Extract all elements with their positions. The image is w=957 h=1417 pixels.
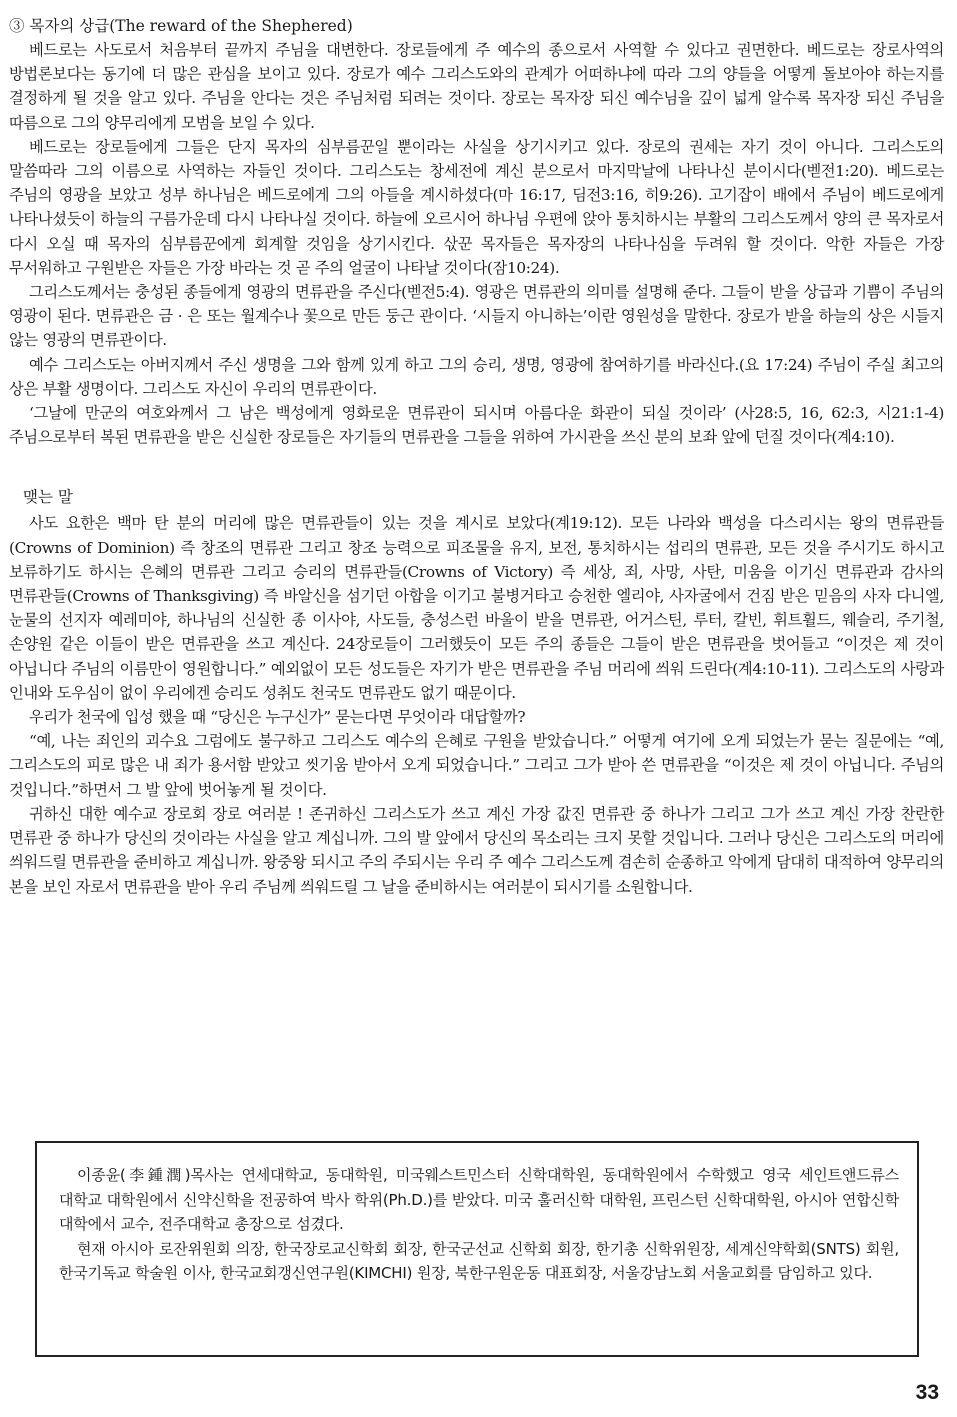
author-bio-paragraph: 이종윤(李鍾潤)목사는 연세대학교, 동대학원, 미국웨스트민스터 신학대학원, 동대학원에서 수학했고 영국 세인트앤드류스 대학교 대학원에서 신약신학을 전공하여 박사 학위(Ph.D.)를 받았다. 미국 훌러신학 대학원, 프린스턴 신학대학원, 아시아 연합신학 대학에서 교수, 전주대학교 총장으로 섬겼다. [59,1166,899,1234]
conclusion-paragraph: 우리가 천국에 입성 했을 때 “당신은 누구신가” 묻는다면 무엇이라 대답할까? [29,708,526,727]
section-paragraph: ‘그날에 만군의 여호와께서 그 남은 백성에게 영화로운 면류관이 되시며 아름다운 화관이 되실 것이라’ (사28:5, 16, 62:3, 시21:1-4) 주님으로부터 복된 면류관을 받은 신실한 장로들은 자기들의 면류관을 그들을 위하여 가시관을 쓰신 분의 보좌 앞에 던질 것이다(계4:10). [9,404,944,447]
conclusion-title: 맺는 말 [23,488,73,507]
author-bio-paragraph: 현재 아시아 로잔위원회 의장, 한국장로교신학회 회장, 한국군선교 신학회 회장, 한기총 신학위원장, 세계신약학회(SNTS) 회원, 한국기독교 학술원 이사, 한국교회갱신연구원(KIMCHI) 원장, 북한구원운동 대표회장, 서울강남노회 서울교회를 담임하고 있다. [59,1239,899,1283]
section-paragraph: 베드로는 사도로서 처음부터 끝까지 주님을 대변한다. 장로들에게 주 예수의 종으로서 사역할 수 있다고 권면한다. 베드로는 장로사역의 방법론보다는 동기에 더 많은 관심을 보이고 있다. 장로가 예수 그리스도와의 관계가 어떠하냐에 따라 그의 양들을 어떻게 돌보아야 하는지를 결정하게 될 것을 알고 있다. 주님을 안다는 것은 주님처럼 되려는 것이다. 장로는 목자장 되신 예수님을 깊이 넓게 알수록 목자장 되신 주님을 따름으로 그의 양무리에게 모범을 보일 수 있다. [9,41,944,132]
author-bio-box [35,1141,919,1357]
section-title: ③ 목자의 상급(The reward of the Shephered) [9,17,353,35]
article-body [9,14,944,899]
conclusion-paragraph: 귀하신 대한 예수교 장로회 장로 여러분 ! 존귀하신 그리스도가 쓰고 계신 가장 값진 면류관 중 하나가 그리고 그가 쓰고 계신 가장 찬란한 면류관 중 하나가 당신의 것이라는 사실을 알고 계십니까. 그의 발 앞에서 당신의 목소리는 크지 못할 것입니다. 그러나 당신은 그리스도의 머리에 씌워드릴 면류관을 준비하고 계십니까. 왕중왕 되시고 주의 주되시는 우리 주 예수 그리스도께 겸손히 순종하고 악에게 담대히 대적하여 양무리의 본을 보인 자로서 면류관을 받아 우리 주님께 씌워드릴 그 날을 준비하시는 여러분이 되시기를 소원합니다. [9,804,944,896]
conclusion-paragraph: 사도 요한은 백마 탄 분의 머리에 많은 면류관들이 있는 것을 계시로 보았다(계19:12). 모든 나라와 백성을 다스리시는 왕의 면류관들(Crowns of Dominion) 즉 창조의 면류관 그리고 창조 능력으로 피조물을 유지, 보전, 통치하시는 섭리의 면류관, 모든 것을 주시기도 하시고 보류하기도 하시는 은혜의 면류관 그리고 승리의 면류관들(Crowns of Victory) 즉 세상, 죄, 사망, 사탄, 미움을 이기신 면류관과 감사의 면류관들(Crowns of Thanksgiving) 즉 바알신을 섬기던 아합을 이기고 불병거타고 승천한 엘리야, 사자굴에서 건짐 받은 믿음의 사자 다니엘, 눈물의 선지자 예레미야, 하나님의 신실한 종 이사야, 사도들, 충성스런 바울이 받을 면류관, 어거스틴, 루터, 칼빈, 휘트휠드, 웨슬리, 주기철, 손양원 같은 이들이 받은 면류관을 쓰고 계신다. 24장로들이 그러했듯이 모든 주의 종들은 그들이 받은 면류관을 벗어들고 “이것은 제 것이 아닙니다 주님의 이름만이 영원합니다.” 예외없이 모든 성도들은 자기가 받은 면류관을 주님 머리에 씌워 드린다(계4:10-11). 그리스도의 사랑과 인내와 도우심이 없이 우리에겐 승리도 성취도 천국도 면류관도 없기 때문이다. [9,514,944,702]
section-paragraph: 그리스도께서는 충성된 종들에게 영광의 면류관을 주신다(벧전5:4). 영광은 면류관의 의미를 설명해 준다. 그들이 받을 상급과 기쁨이 주님의 영광이 된다. 면류관은 금 · 은 또는 월계수나 꽃으로 만든 둥근 관이다. ‘시들지 아니하는’이란 영원성을 말한다. 장로가 받을 하늘의 상은 시들지 않는 영광의 면류관이다. [9,283,944,350]
section-paragraph: 베드로는 장로들에게 그들은 단지 목자의 심부름꾼일 뿐이라는 사실을 상기시키고 있다. 장로의 권세는 자기 것이 아니다. 그리스도의 말씀따라 그의 이름으로 사역하는 자들인 것이다. 그리스도는 창세전에 계신 분으로서 마지막날에 나타나신 분이시다(벧전1:20). 베드로는 주님의 영광을 보았고 성부 하나님은 베드로에게 그의 아들을 계시하셨다(마 16:17, 딤전3:16, 히9:26). 고기잡이 배에서 주님이 베드로에게 나타나셨듯이 하늘의 구름가운데 다시 나타나실 것이다. 하늘에 오르시어 하나님 우편에 앉아 통치하시는 부활의 그리스도께서 양의 큰 목자로서 다시 오실 때 목자의 심부름꾼에게 회계할 것임을 상기시킨다. 삯꾼 목자들은 목자장의 나타나심을 두려워 할 것이다. 악한 자들은 가장 무서워하고 구원받은 자들은 가장 바라는 것 곧 주의 얼굴이 나타날 것이다(잠10:24). [9,137,944,277]
section-paragraph: 예수 그리스도는 아버지께서 주신 생명을 그와 함께 있게 하고 그의 승리, 생명, 영광에 참여하기를 바라신다.(요 17:24) 주님이 주실 최고의 상은 부활 생명이다. 그리스도 자신이 우리의 면류관이다. [9,355,944,398]
conclusion-paragraph: “예, 나는 죄인의 괴수요 그럼에도 불구하고 그리스도 예수의 은혜로 구원을 받았습니다.” 어떻게 여기에 오게 되었는가 묻는 질문에는 “예, 그리스도의 피로 많은 내 죄가 용서함 받았고 씻기움 받아서 오게 되었습니다.” 그리고 그가 받아 쓴 면류관을 “이것은 제 것이 아닙니다. 주님의 것입니다.”하면서 그 발 앞에 벗어놓게 될 것이다. [9,732,944,799]
page-number: 33 [915,1381,939,1404]
section-gap [9,449,944,485]
